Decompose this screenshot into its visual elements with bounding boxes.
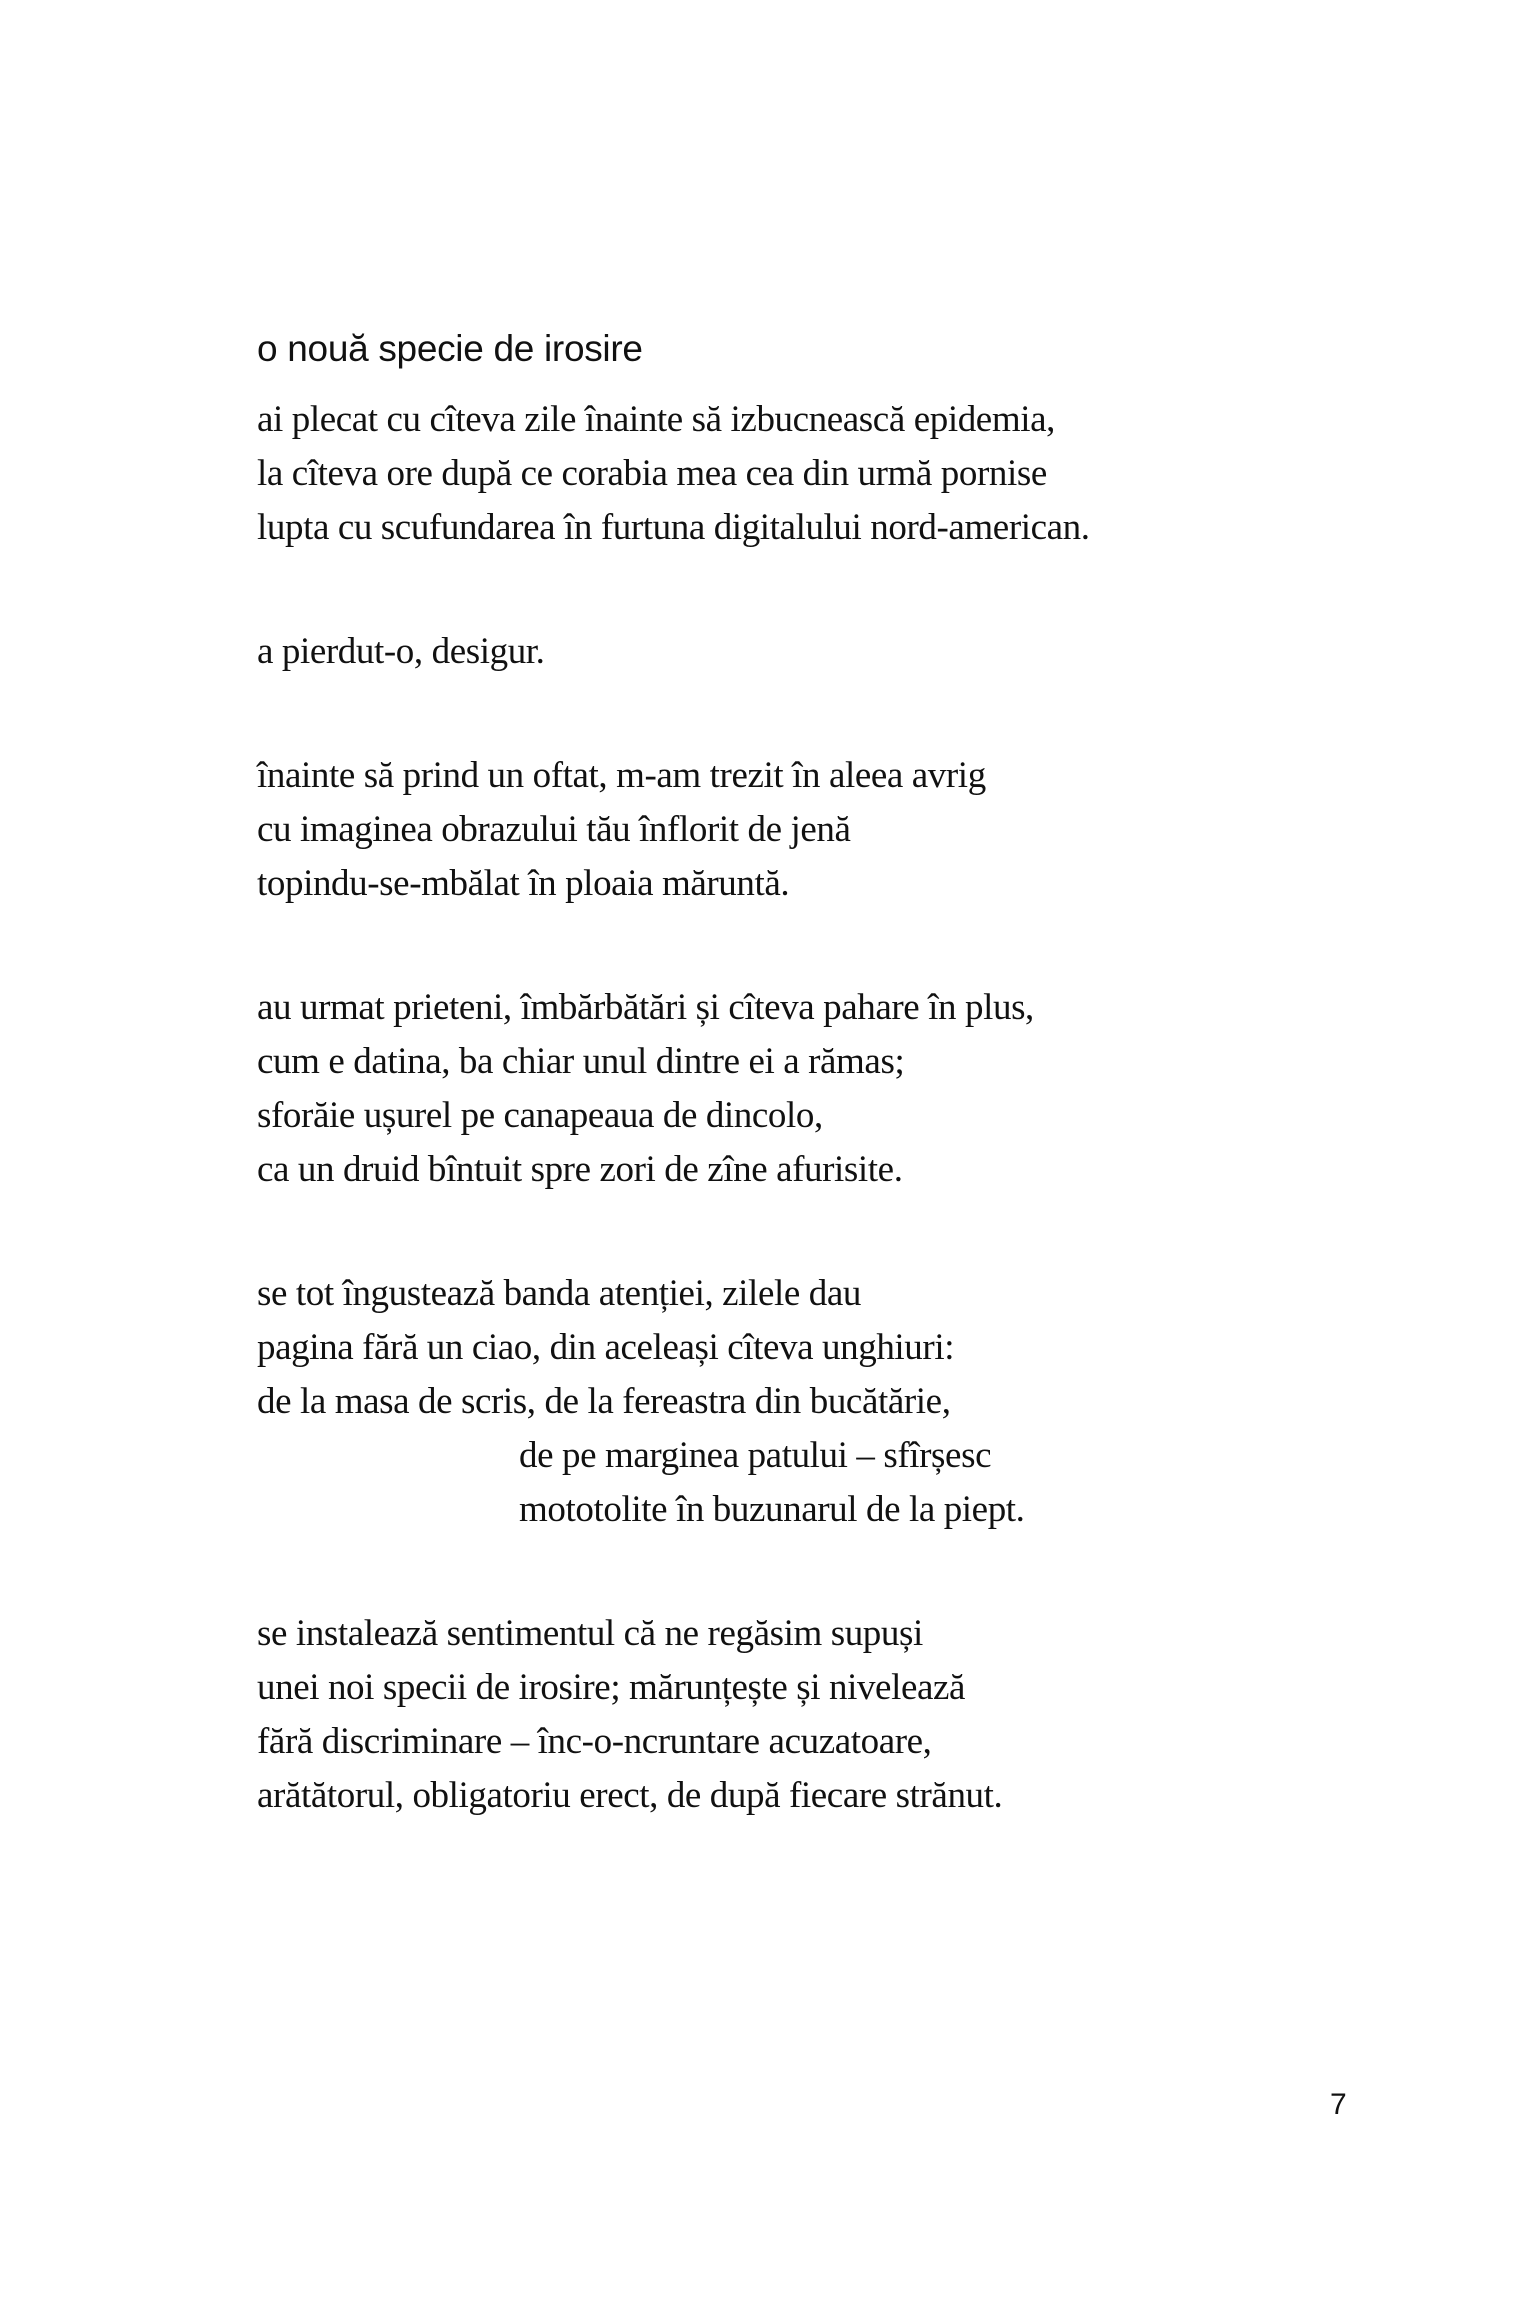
page-number: 7: [1330, 2088, 1347, 2121]
stanza: [257, 749, 1090, 911]
poem-line: înainte să prind un oftat, m-am trezit în aleea avrig: [257, 755, 986, 796]
poem-line: pagina fără un ciao, din aceleași cîteva unghiuri:: [257, 1327, 955, 1368]
poem-line: sforăie ușurel pe canapeaua de dincolo,: [257, 1095, 823, 1136]
poem-line: a pierdut-o, desigur.: [257, 631, 545, 672]
stanza: [257, 393, 1090, 555]
poem-line: lupta cu scufundarea în furtuna digitalului nord-american.: [257, 507, 1090, 548]
poem-line: se instalează sentimentul că ne regăsim supuși: [257, 1613, 923, 1654]
poem-line: de pe marginea patului – sfîrșesc: [519, 1435, 992, 1476]
poem-line: ai plecat cu cîteva zile înainte să izbucnească epidemia,: [257, 399, 1055, 440]
poem-body: [257, 393, 1090, 1893]
poem-line: topindu-se-mbălat în ploaia măruntă.: [257, 863, 790, 904]
poem-line: au urmat prieteni, îmbărbătări și cîteva pahare în plus,: [257, 987, 1034, 1028]
poem-line: mototolite în buzunarul de la piept.: [519, 1489, 1025, 1530]
poem-title: o nouă specie de irosire: [257, 328, 643, 369]
poem-line: unei noi specii de irosire; mărunțește și nivelează: [257, 1667, 966, 1708]
poem-line: cu imaginea obrazului tău înflorit de jenă: [257, 809, 851, 850]
stanza: [257, 981, 1090, 1197]
poem-line: ca un druid bîntuit spre zori de zîne afurisite.: [257, 1149, 903, 1190]
poem-line: arătătorul, obligatoriu erect, de după fiecare strănut.: [257, 1775, 1003, 1816]
stanza: [257, 1267, 1090, 1537]
poem-line: cum e datina, ba chiar unul dintre ei a rămas;: [257, 1041, 905, 1082]
poem-line: se tot îngustează banda atenției, zilele dau: [257, 1273, 861, 1314]
poem-line: fără discriminare – înc-o-ncruntare acuzatoare,: [257, 1721, 932, 1762]
stanza: [257, 1607, 1090, 1823]
poem-line: de la masa de scris, de la fereastra din bucătărie,: [257, 1381, 951, 1422]
poem-line: la cîteva ore după ce corabia mea cea din urmă pornise: [257, 453, 1047, 494]
stanza: [257, 625, 1090, 679]
